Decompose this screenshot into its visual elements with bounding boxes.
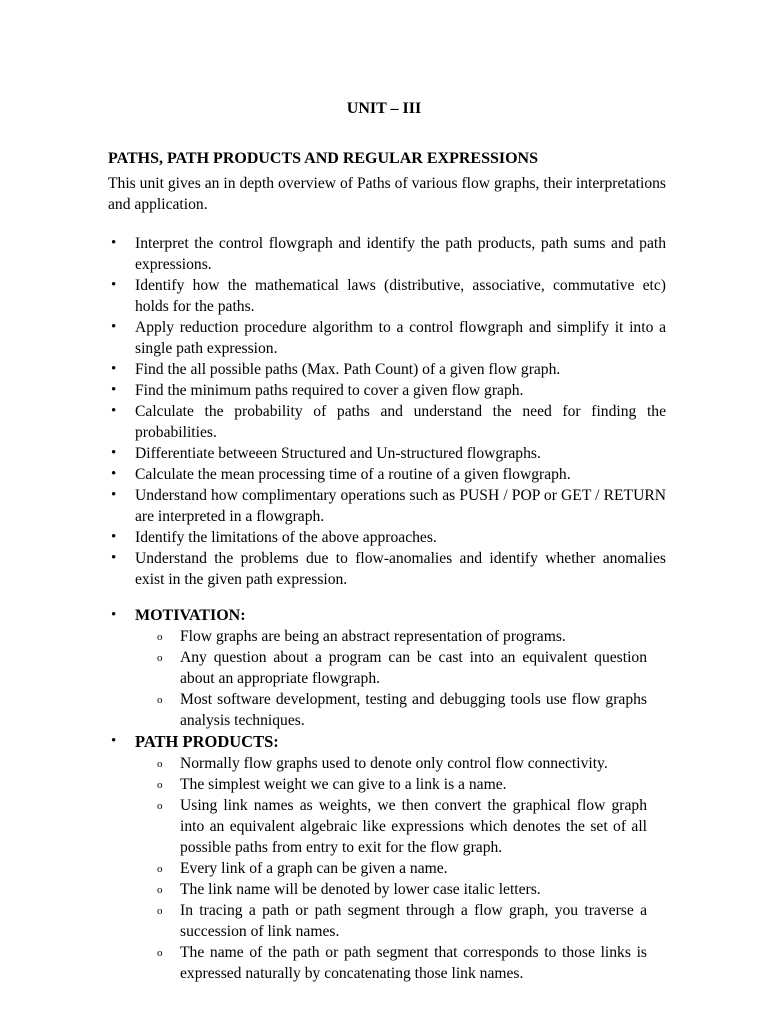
- objectives-list: [108, 233, 666, 590]
- motivation-list: [135, 626, 666, 731]
- motivation-item: o Flow graphs are being an abstract representation of programs.: [135, 626, 647, 647]
- objective-item: • Find the all possible paths (Max. Path Count) of a given flow graph.: [108, 359, 666, 380]
- topics-list: [108, 605, 666, 984]
- intro-paragraph: This unit gives an in depth overview of Paths of various flow graphs, their interpretations and application.: [108, 175, 666, 213]
- objective-item: • Find the minimum paths required to cover a given flow graph.: [108, 380, 666, 401]
- objective-item: • Identify how the mathematical laws (distributive, associative, commutative etc) holds for the paths.: [108, 275, 666, 317]
- objective-item: • Understand how complimentary operations such as PUSH / POP or GET / RETURN are interpreted in a flowgraph.: [108, 485, 666, 527]
- path-products-item: o The name of the path or path segment that corresponds to those links is expressed naturally by concatenating those link names.: [135, 942, 647, 984]
- objective-item: • Calculate the probability of paths and understand the need for finding the probabilities.: [108, 401, 666, 443]
- objective-item: • Interpret the control flowgraph and identify the path products, path sums and path expressions.: [108, 233, 666, 275]
- objective-item: • Differentiate betweeen Structured and Un-structured flowgraphs.: [108, 443, 666, 464]
- motivation-item: o Most software development, testing and debugging tools use flow graphs analysis techniques.: [135, 689, 647, 731]
- motivation-item: o Any question about a program can be cast into an equivalent question about an appropriate flowgraph.: [135, 647, 647, 689]
- objective-item: • Apply reduction procedure algorithm to a control flowgraph and simplify it into a single path expression.: [108, 317, 666, 359]
- objective-item: • Calculate the mean processing time of a routine of a given flowgraph.: [108, 464, 666, 485]
- objective-item: • Identify the limitations of the above approaches.: [108, 527, 666, 548]
- path-products-item: o Every link of a graph can be given a name.: [135, 858, 647, 879]
- objective-item: • Understand the problems due to flow-anomalies and identify whether anomalies exist in the given path expression.: [108, 548, 666, 590]
- section-heading: PATHS, PATH PRODUCTS AND REGULAR EXPRESSIONS: [108, 150, 538, 167]
- path-products-item: o Using link names as weights, we then convert the graphical flow graph into an equivalent algebraic like expressions which denotes the set of all possible paths from entry to exit for the flow graph.: [135, 795, 647, 858]
- path-products-item: o In tracing a path or path segment through a flow graph, you traverse a succession of link names.: [135, 900, 647, 942]
- unit-title: UNIT – III: [346, 100, 422, 117]
- path-products-item: o The link name will be denoted by lower case italic letters.: [135, 879, 647, 900]
- path-products-item: o Normally flow graphs used to denote only control flow connectivity.: [135, 753, 647, 774]
- motivation-section: [108, 605, 666, 731]
- path-products-section: [108, 731, 666, 984]
- motivation-heading: MOTIVATION:: [135, 607, 246, 624]
- path-products-heading: PATH PRODUCTS:: [135, 732, 279, 751]
- path-products-list: [135, 753, 666, 984]
- path-products-item: o The simplest weight we can give to a link is a name.: [135, 774, 647, 795]
